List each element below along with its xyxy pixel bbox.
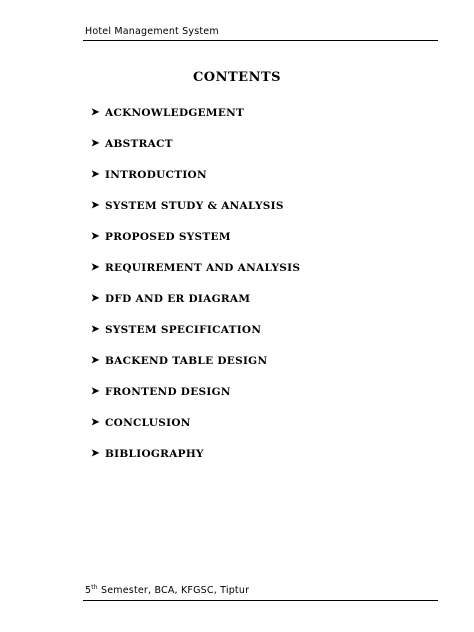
toc-item-label: REQUIREMENT AND ANALYSIS <box>105 262 301 274</box>
toc-item <box>91 231 300 262</box>
arrowhead-bullet-icon: ➤ <box>91 138 100 149</box>
arrowhead-bullet-icon: ➤ <box>91 169 100 180</box>
toc-item <box>91 200 300 231</box>
header-divider <box>83 40 438 41</box>
toc-item-label: DFD AND ER DIAGRAM <box>105 293 251 305</box>
toc-item <box>91 293 300 324</box>
toc-item-label: ABSTRACT <box>105 138 173 150</box>
toc-item-label: SYSTEM STUDY & ANALYSIS <box>105 200 284 212</box>
arrowhead-bullet-icon: ➤ <box>91 293 100 304</box>
toc-item <box>91 355 300 386</box>
arrowhead-bullet-icon: ➤ <box>91 417 100 428</box>
running-header: Hotel Management System <box>85 26 219 37</box>
arrowhead-bullet-icon: ➤ <box>91 448 100 459</box>
running-footer <box>85 584 249 596</box>
toc-item <box>91 107 300 138</box>
toc-item-label: ACKNOWLEDGEMENT <box>105 107 245 119</box>
footer-number: 5 <box>85 585 92 596</box>
arrowhead-bullet-icon: ➤ <box>91 200 100 211</box>
toc-item-label: PROPOSED SYSTEM <box>105 231 231 243</box>
arrowhead-bullet-icon: ➤ <box>91 355 100 366</box>
toc-item <box>91 262 300 293</box>
toc-item <box>91 417 300 448</box>
toc-item <box>91 386 300 417</box>
table-of-contents <box>91 107 300 479</box>
footer-superscript: th <box>91 584 98 591</box>
arrowhead-bullet-icon: ➤ <box>91 231 100 242</box>
toc-item <box>91 138 300 169</box>
toc-item-label: INTRODUCTION <box>105 169 207 181</box>
toc-item <box>91 169 300 200</box>
toc-item-label: BACKEND TABLE DESIGN <box>105 355 268 367</box>
toc-item <box>91 324 300 355</box>
toc-item-label: SYSTEM SPECIFICATION <box>105 324 262 336</box>
arrowhead-bullet-icon: ➤ <box>91 262 100 273</box>
toc-item-label: BIBLIOGRAPHY <box>105 448 204 460</box>
toc-item <box>91 448 300 479</box>
contents-title: CONTENTS <box>192 70 282 85</box>
arrowhead-bullet-icon: ➤ <box>91 386 100 397</box>
arrowhead-bullet-icon: ➤ <box>91 324 100 335</box>
footer-label: Semester, BCA, KFGSC, Tiptur <box>97 585 250 596</box>
arrowhead-bullet-icon: ➤ <box>91 107 100 118</box>
toc-item-label: CONCLUSION <box>105 417 191 429</box>
footer-divider <box>83 600 438 601</box>
toc-item-label: FRONTEND DESIGN <box>105 386 231 398</box>
